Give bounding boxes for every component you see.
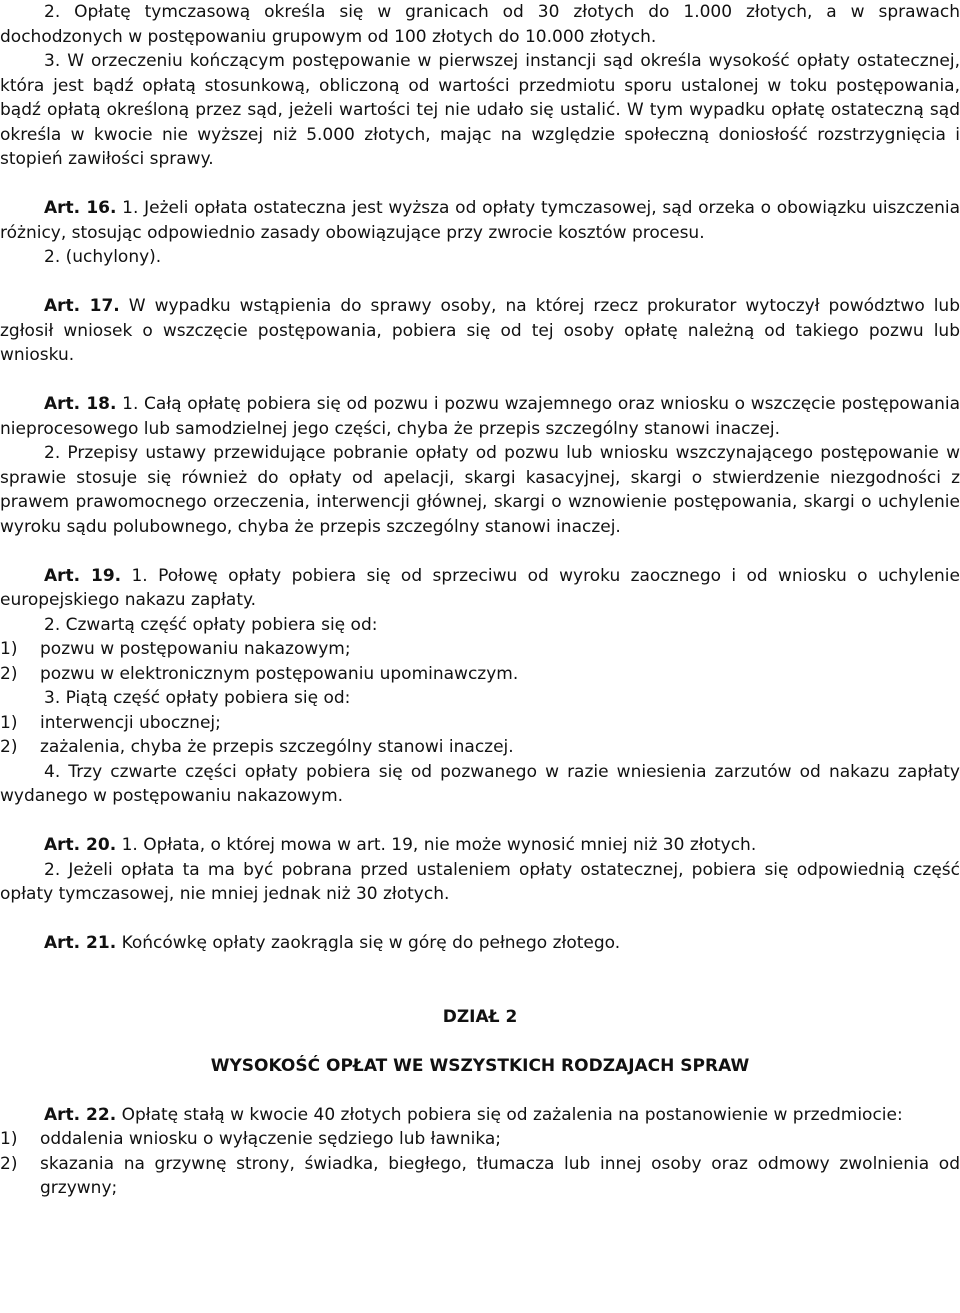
list-item-text: interwencji ubocznej; bbox=[40, 712, 221, 733]
spacer bbox=[0, 956, 960, 981]
article-16-text: 1. Jeżeli opłata ostateczna jest wyższa od opłaty tymczasowej, sąd orzeka o obowiązku uiszczenia różnicy, stosując odpowiednio zasady obowiązujące przy zwrocie kosztów procesu. bbox=[0, 198, 960, 243]
list-item-number: 2) bbox=[0, 663, 18, 684]
list-item-text: skazania na grzywnę strony, świadka, biegłego, tłumacza lub innej osoby oraz odmowy zwolnienia od grzywny; bbox=[40, 1153, 960, 1198]
article-19-paragraph-1 bbox=[0, 564, 960, 613]
article-19-paragraph-3: 3. Piątą część opłaty pobiera się od: bbox=[44, 688, 351, 708]
article-18-text: 1. Całą opłatę pobiera się od pozwu i pozwu wzajemnego oraz wniosku o wszczęcie postępowania nieprocesowego lub samodzielnej jego części, chyba że przepis szczególny stanowi inaczej. bbox=[0, 394, 960, 439]
list-item-text: pozwu w elektronicznym postępowaniu upominawczym. bbox=[40, 663, 519, 684]
list-item-number: 1) bbox=[0, 639, 18, 659]
article-20-label: Art. 20. bbox=[44, 835, 117, 855]
article-19-label: Art. 19. bbox=[44, 565, 122, 586]
article-22-label: Art. 22. bbox=[44, 1104, 117, 1125]
spacer bbox=[0, 980, 960, 1005]
spacer bbox=[0, 539, 960, 564]
list-item-number: 1) bbox=[0, 712, 18, 733]
article-18-paragraph-2: 2. Przepisy ustawy przewidujące pobranie opłaty od pozwu lub wniosku wszczynającego postępowanie w sprawie stosuje się również do opłaty od apelacji, skargi kasacyjnej, skargi o stwierdzenie niezgodności z prawem prawomocnego orzeczenia, interwencji głównej, skargi o wznowienie postępowania, skargi o uchylenie wyroku sądu polubownego, chyba że przepis szczególny stanowi inaczej. bbox=[0, 443, 960, 537]
article-20-text: 1. Opłata, o której mowa w art. 19, nie może wynosić mniej niż 30 złotych. bbox=[116, 835, 757, 855]
article-22 bbox=[0, 1103, 960, 1128]
article-21-text: Końcówkę opłaty zaokrągla się w górę do pełnego złotego. bbox=[116, 933, 621, 953]
list-item-number: 2) bbox=[0, 737, 18, 757]
article-22-text: Opłatę stałą w kwocie 40 złotych pobiera się od zażalenia na postanowienie w przedmiocie: bbox=[116, 1104, 903, 1125]
spacer bbox=[0, 907, 960, 932]
list-item bbox=[0, 1152, 960, 1201]
list-item bbox=[0, 1127, 960, 1152]
spacer bbox=[0, 1029, 960, 1054]
list-item-number: 1) bbox=[0, 1129, 18, 1149]
paragraph-opłata-ostateczna: 3. W orzeczeniu kończącym postępowanie w pierwszej instancji sąd określa wysokość opłaty ostatecznej, która jest bądź opłatą stosunkową, obliczoną od wartości przedmiotu sporu ustalonej w toku postępowania, bądź opłatą określoną przez sąd, jeżeli wartości tej nie udało się ustalić. W tym wypadku opłatę ostateczną sąd określa w kwocie nie wyższej niż 5.000 złotych, mając na względzie społeczną doniosłość rozstrzygnięcia i stopień zawiłości sprawy. bbox=[0, 51, 960, 169]
spacer bbox=[0, 368, 960, 393]
article-17-text: W wypadku wstąpienia do sprawy osoby, na której rzecz prokurator wytoczył powództwo lub zgłosił wniosek o wszczęcie postępowania, pobiera się od tej osoby opłatę należną od takiego pozwu lub wniosku. bbox=[0, 296, 960, 365]
spacer bbox=[0, 172, 960, 197]
article-17 bbox=[0, 294, 960, 368]
article-16-paragraph-2: 2. (uchylony). bbox=[44, 247, 162, 267]
article-19-paragraph-4: 4. Trzy czwarte części opłaty pobiera się od pozwanego w razie wniesienia zarzutów od nakazu zapłaty wydanego w postępowaniu nakazowym. bbox=[0, 761, 960, 806]
article-18-paragraph-1 bbox=[0, 392, 960, 441]
article-17-label: Art. 17. bbox=[44, 296, 120, 316]
article-16-label: Art. 16. bbox=[44, 198, 117, 218]
article-21-label: Art. 21. bbox=[44, 933, 117, 953]
list-item-number: 2) bbox=[0, 1153, 18, 1174]
paragraph-opłata-tymczasowa: 2. Opłatę tymczasową określa się w granicach od 30 złotych do 1.000 złotych, a w sprawach dochodzonych w postępowaniu grupowym od 100 złotych do 10.000 złotych. bbox=[0, 2, 960, 47]
list-item bbox=[0, 637, 960, 662]
article-21 bbox=[0, 931, 960, 956]
section-title: DZIAŁ 2 bbox=[442, 1006, 518, 1027]
list-item-text: oddalenia wniosku o wyłączenie sędziego lub ławnika; bbox=[40, 1129, 502, 1149]
article-20-paragraph-2: 2. Jeżeli opłata ta ma być pobrana przed ustaleniem opłaty ostatecznej, pobiera się odpowiednią część opłaty tymczasowej, nie mniej jednak niż 30 złotych. bbox=[0, 859, 960, 904]
list-item-text: pozwu w postępowaniu nakazowym; bbox=[40, 639, 351, 659]
list-item bbox=[0, 662, 960, 687]
article-19-text: 1. Połowę opłaty pobiera się od sprzeciwu od wyroku zaocznego i od wniosku o uchylenie europejskiego nakazu zapłaty. bbox=[0, 565, 960, 610]
article-20-paragraph-1 bbox=[0, 833, 960, 858]
section-subtitle: WYSOKOŚĆ OPŁAT WE WSZYSTKICH RODZAJACH SPRAW bbox=[210, 1055, 750, 1076]
list-item bbox=[0, 711, 960, 736]
spacer bbox=[0, 270, 960, 295]
list-item-text: zażalenia, chyba że przepis szczególny stanowi inaczej. bbox=[40, 737, 514, 757]
article-16-paragraph-1 bbox=[0, 196, 960, 245]
article-18-label: Art. 18. bbox=[44, 394, 117, 414]
article-19-paragraph-2: 2. Czwartą część opłaty pobiera się od: bbox=[44, 614, 378, 635]
list-item bbox=[0, 735, 960, 760]
spacer bbox=[0, 1078, 960, 1103]
spacer bbox=[0, 809, 960, 834]
